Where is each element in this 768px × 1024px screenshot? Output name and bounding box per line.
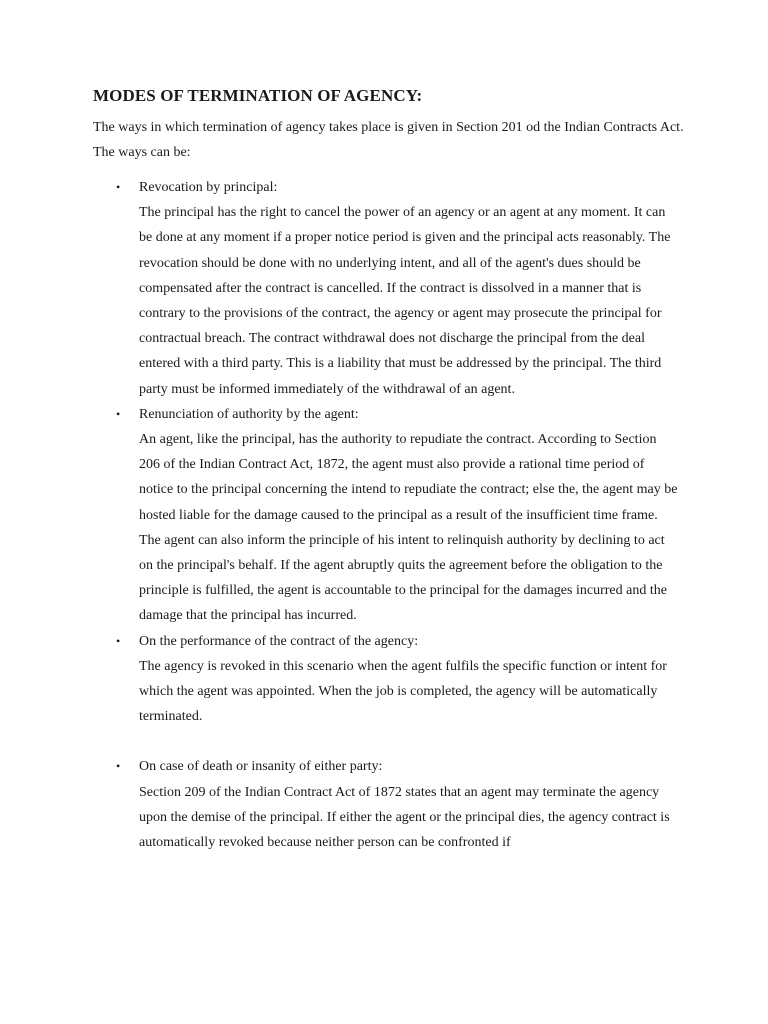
list-item-title: Revocation by principal:: [139, 180, 278, 195]
list-item-title: On the performance of the contract of the agency:: [139, 633, 419, 649]
list-item-revocation: [0, 175, 768, 402]
termination-modes-list: [0, 175, 768, 855]
list-item-body: An agent, like the principal, has the authority to repudiate the contract. According to Section 206 of the Indian Contract Act, 1872, the agent must also provide a rational time period of notice to the principal concerning the intend to repudiate the contract; else the, the agent may be hosted liable for the damage caused to the principal as a result of the insufficient time frame. The agent can also inform the principle of his intent to relinquish authority by declining to act on the principal's behalf. If the agent abruptly quits the agreement before the obligation to the principle is fulfilled, the agent is accountable to the principal for the damages incurred and the damage that the principal has incurred.: [139, 432, 678, 624]
list-item-performance: [0, 629, 768, 755]
bullet-icon: •: [116, 180, 121, 194]
list-item-body: The principal has the right to cancel the power of an agency or an agent at any moment. It can be done at any moment if a proper notice period is given and the principal acts reasonably. The revocation should be done with no underlying intent, and all of the agent's dues should be compensated after the contract is cancelled. If the contract is dissolved in a manner that is contrary to the provisions of the contract, the agency or agent may prosecute the principal for contractual breach. The contract withdrawal does not discharge the principal from the deal entered with a third party. This is a liability that must be addressed by the principal. The third party must be informed immediately of the withdrawal of an agent.: [139, 205, 671, 397]
list-item-renunciation: [0, 402, 768, 629]
list-item-body: Section 209 of the Indian Contract Act of 1872 states that an agent may terminate the agency upon the demise of the principal. If either the agent or the principal dies, the agency contract is automatically revoked because neither person can be confronted if: [139, 784, 670, 851]
list-item-body: The agency is revoked in this scenario when the agent fulfils the specific function or intent for which the agent was appointed. When the job is completed, the agency will be automatically terminated.: [139, 658, 667, 725]
list-item-title: Renunciation of authority by the agent:: [139, 406, 359, 422]
bullet-icon: •: [116, 633, 121, 648]
document-heading: MODES OF TERMINATION OF AGENCY:: [93, 86, 423, 105]
bullet-icon: •: [116, 406, 121, 421]
intro-paragraph: The ways in which termination of agency takes place is given in Section 201 od the Indian Contracts Act. The ways can be:: [93, 120, 684, 161]
list-item-title: On case of death or insanity of either party:: [139, 759, 383, 775]
paragraph-spacer: [0, 729, 768, 754]
bullet-icon: •: [116, 759, 121, 774]
list-item-death-insanity: [0, 754, 768, 855]
